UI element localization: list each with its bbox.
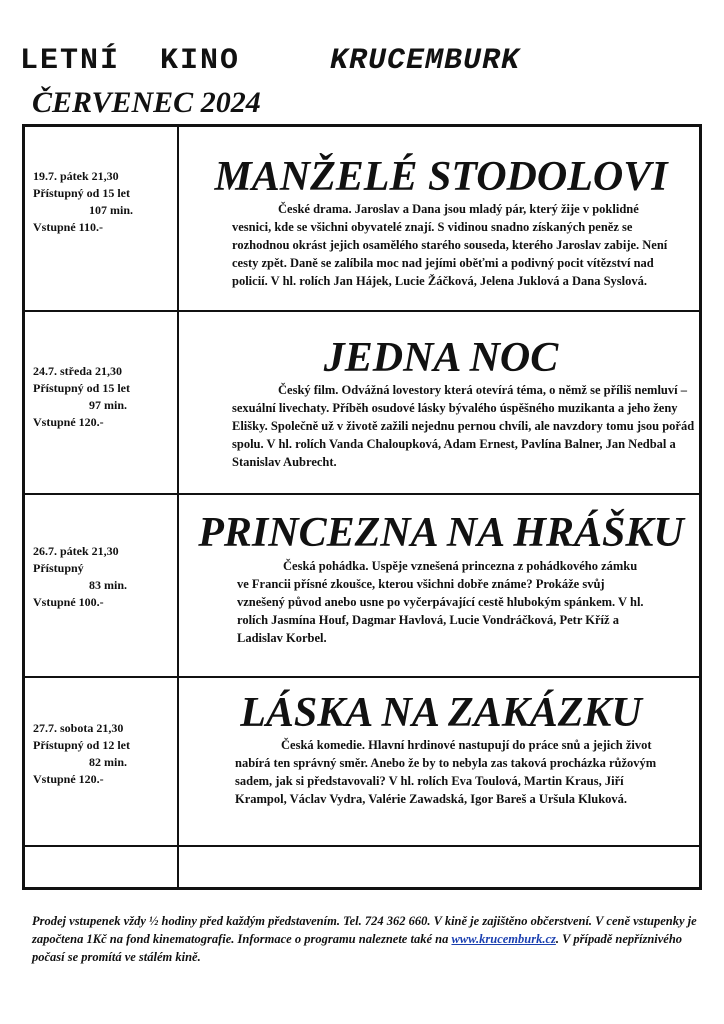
month-title: ČERVENEC 2024 [32,86,261,119]
screening-date: 27.7. sobota 21,30 [33,721,124,735]
film-length: 82 min. [89,755,128,769]
screening-date: 19.7. pátek 21,30 [33,169,119,183]
age-rating: Přístupný od 15 let [33,381,131,395]
age-rating: Přístupný od 12 let [33,738,131,752]
row-divider [25,310,699,312]
ticket-price: Vstupné 120.- [33,772,104,786]
age-rating: Přístupný od 15 let [33,186,131,200]
film-description: České drama. Jaroslav a Dana jsou mladý pár, který žije v poklidné vesnici, kde se všichni obyvatelé znají. S vidinou snadno získaných peněz se rozhodnou okrást jejich osamělého starého souseda, kterého Jaroslav zabije. Není cesty zpět. Daně se zalíbila moc nad jejími oběťmi a podivný pocit vítězství nad policií. V hl. rolích Jan Hájek, Lucie Žáčková, Jelena Juklová a Dana Syslová. [232,202,668,288]
film-info [33,543,173,611]
screening-date: 24.7. středa 21,30 [33,364,122,378]
film-info [33,720,173,788]
film-title: MANŽELÉ STODOLOVI [214,154,668,200]
screening-date: 26.7. pátek 21,30 [33,544,119,558]
ticket-price: Vstupné 120.- [33,415,104,429]
film-title: JEDNA NOC [323,335,559,381]
cinema-name: LETNÍ KINO [20,44,241,78]
footer-text: Prodej vstupenek vždy ½ hodiny před každým představením. Tel. 724 362 660. V kině je zajištěno občerstvení. V ceně vstupenky je započtena 1Kč na fond kinematografie. Informace o programu naleznete také na [32,914,697,946]
ticket-price: Vstupné 110.- [33,220,104,234]
film-description: Česká pohádka. Uspěje vznešená princezna z pohádkového zámku ve Francii přísné zkoušce, kterou všichni dobře známe? Prokáže svůj vznešený původ anebo usne po vyčerpávající cestě hlubokým spánkem. V hl. rolích Jasmína Houf, Dagmar Havlová, Lucie Vondráčková, Petr Kříž a Ladislav Korbel. [237,559,644,645]
row-divider [25,676,699,678]
row-divider [25,493,699,495]
film-length: 83 min. [89,578,128,592]
film-length: 97 min. [89,398,128,412]
ticket-price: Vstupné 100.- [33,595,104,609]
program-table [22,124,702,890]
film-description: Český film. Odvážná lovestory která otevírá téma, o němž se příliš nemluví – sexuální livechaty. Příběh osudové lásky bývalého úspěšného muzikanta a jeho ženy Elišky. Společně už v životě zažili nejednu pernou chvíli, ale navzdory tomu jsou pořád spolu. V hl. rolích Vanda Chaloupková, Adam Ernest, Pavlína Balner, Jan Nedbal a Stanislav Aubrecht. [232,383,695,469]
footer-text-end: . V případě nepříznivého počasí se promítá ve stálém kině. [32,932,683,964]
age-rating: Přístupný [33,561,84,575]
town-name: KRUCEMBURK [330,44,521,78]
film-info [33,168,173,236]
film-title: LÁSKA NA ZAKÁZKU [240,690,642,736]
film-title: PRINCEZNA NA HRÁŠKU [198,510,684,556]
column-divider [177,127,179,887]
film-info [33,363,173,431]
film-length: 107 min. [89,203,134,217]
footer-note [32,912,712,966]
website-link[interactable]: www.krucemburk.cz [451,932,556,946]
row-divider [25,845,699,847]
film-description: Česká komedie. Hlavní hrdinové nastupují do práce snů a jejich život nabírá ten správný směr. Anebo že by to nebyla zas taková procházka růžovým sadem, jak si představovali? V hl. rolích Eva Toulová, Martin Kraus, Jiří Krampol, Václav Vydra, Valérie Zawadská, Igor Bareš a Uršula Kluková. [235,738,657,806]
